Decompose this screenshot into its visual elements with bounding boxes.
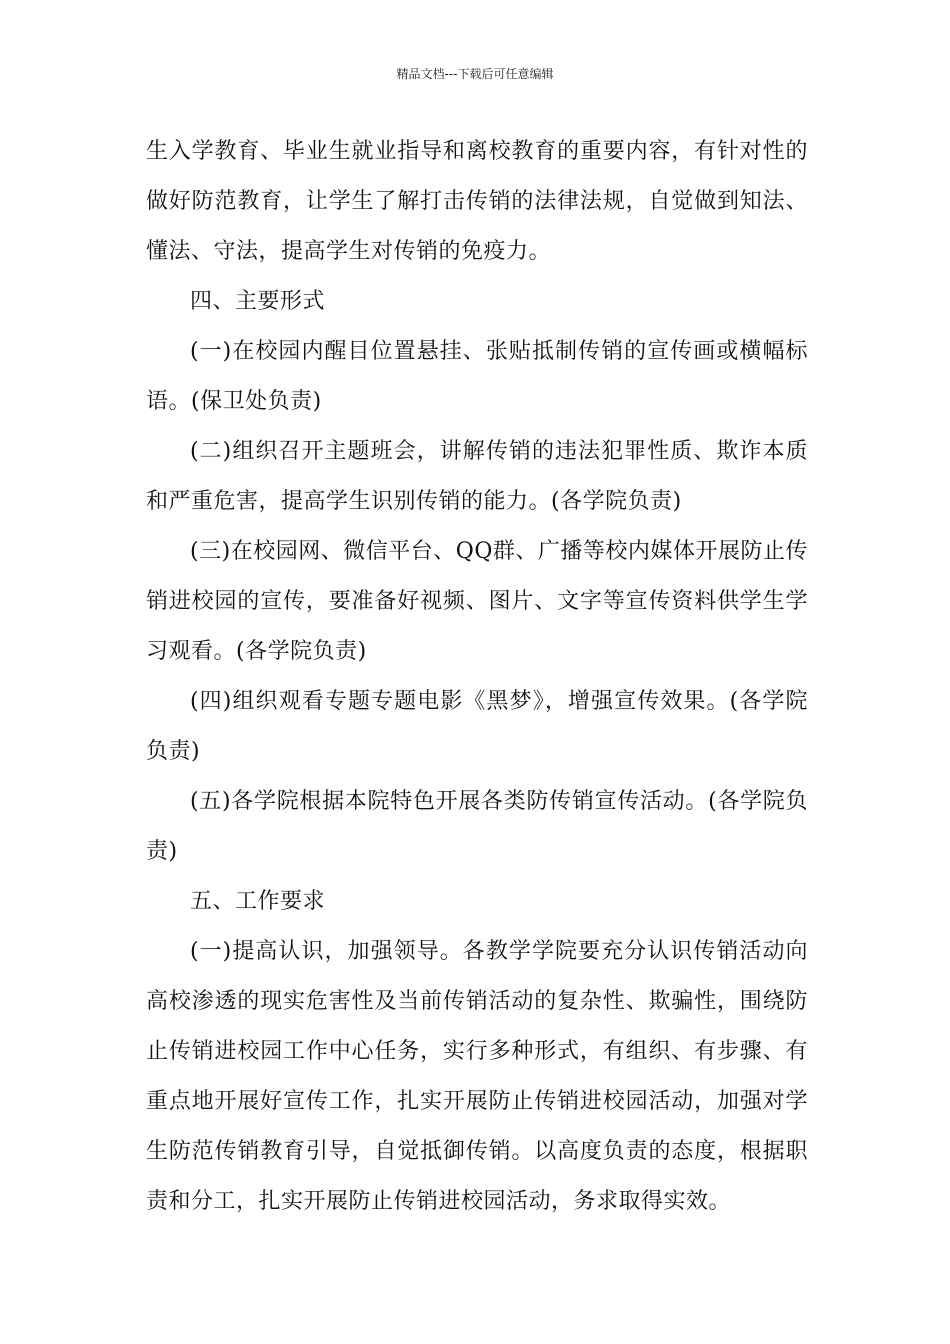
section-heading-work-requirements: 五、工作要求 bbox=[190, 889, 326, 914]
section-heading-main-forms: 四、主要形式 bbox=[190, 289, 326, 314]
paragraph-form-4: (四)组织观看专题专题电影《黑梦》，增强宣传效果。(各学院负责) bbox=[146, 689, 808, 764]
paragraph-continuation: 生入学教育、毕业生就业指导和离校教育的重要内容，有针对性的做好防范教育，让学生了解打击传销的法律法规，自觉做到知法、懂法、守法，提高学生对传销的免疫力。 bbox=[146, 139, 808, 264]
paragraph-form-5: (五)各学院根据本院特色开展各类防传销宣传活动。(各学院负责) bbox=[146, 789, 808, 864]
page-header: 精品文档---下载后可任意编辑 bbox=[396, 67, 554, 81]
paragraph-form-2: (二)组织召开主题班会，讲解传销的违法犯罪性质、欺诈本质和严重危害，提高学生识别传销的能力。(各学院负责) bbox=[146, 439, 808, 514]
paragraph-form-1: (一)在校园内醒目位置悬挂、张贴抵制传销的宣传画或横幅标语。(保卫处负责) bbox=[146, 339, 808, 414]
document-body bbox=[146, 127, 808, 1227]
paragraph-requirement-1: (一)提高认识，加强领导。各教学学院要充分认识传销活动向高校渗透的现实危害性及当前传销活动的复杂性、欺骗性，围绕防止传销进校园工作中心任务，实行多种形式，有组织、有步骤、有重点地开展好宣传工作，扎实开展防止传销进校园活动，加强对学生防范传销教育引导，自觉抵御传销。以高度负责的态度，根据职责和分工，扎实开展防止传销进校园活动，务求取得实效。 bbox=[146, 939, 808, 1214]
paragraph-form-3: (三)在校园网、微信平台、QQ群、广播等校内媒体开展防止传销进校园的宣传，要准备好视频、图片、文字等宣传资料供学生学习观看。(各学院负责) bbox=[146, 539, 808, 664]
